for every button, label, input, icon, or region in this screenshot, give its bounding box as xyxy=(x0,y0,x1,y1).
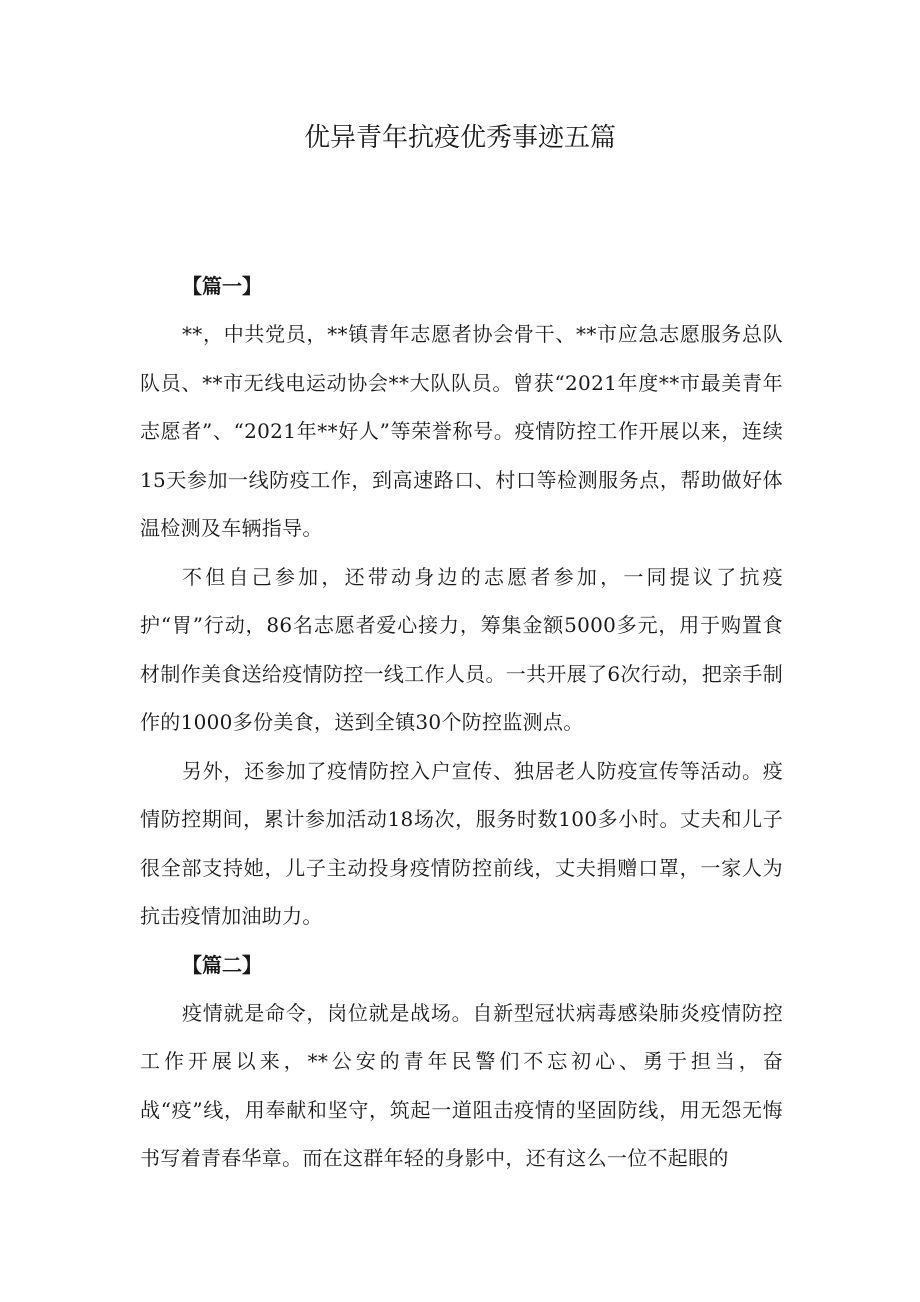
paragraph: **，中共党员，**镇青年志愿者协会骨干、**市应急志愿服务总队队员、**市无线电运动协会**大队队员。曾获“2021年度**市最美青年志愿者”、“2021年**好人”等荣誉称号。疫情防控工作开展以来，连续15天参加一线防疫工作，到高速路口、村口等检测服务点，帮助做好体温检测及车辆指导。 xyxy=(140,322,783,540)
paragraph: 疫情就是命令，岗位就是战场。自新型冠状病毒感染肺炎疫情防控工作开展以来，**公安的青年民警们不忘初心、勇于担当，奋战“疫”线，用奉献和坚守，筑起一道阻击疫情的坚固防线，用无怨无悔书写着青春华章。而在这群年轻的身影中，还有这么一位不起眼的 xyxy=(140,1000,783,1170)
section-heading-2: 【篇二】 xyxy=(182,952,262,977)
document-body xyxy=(140,262,783,1183)
paragraph: 不但自己参加，还带动身边的志愿者参加，一同提议了抗疫护“胃”行动，86名志愿者爱心接力，筹集金额5000多元，用于购置食材制作美食送给疫情防控一线工作人员。一共开展了6次行动，把亲手制作的1000多份美食，送到全镇30个防控监测点。 xyxy=(140,564,783,734)
paragraph: 另外，还参加了疫情防控入户宣传、独居老人防疫宣传等活动。疫情防控期间，累计参加活动18场次，服务时数100多小时。丈夫和儿子很全部支持她，儿子主动投身疫情防控前线，丈夫捐赠口罩，一家人为抗击疫情加油助力。 xyxy=(140,758,783,928)
document-title: 优异青年抗疫优秀事迹五篇 xyxy=(303,123,616,153)
section-heading-1: 【篇一】 xyxy=(182,274,262,298)
